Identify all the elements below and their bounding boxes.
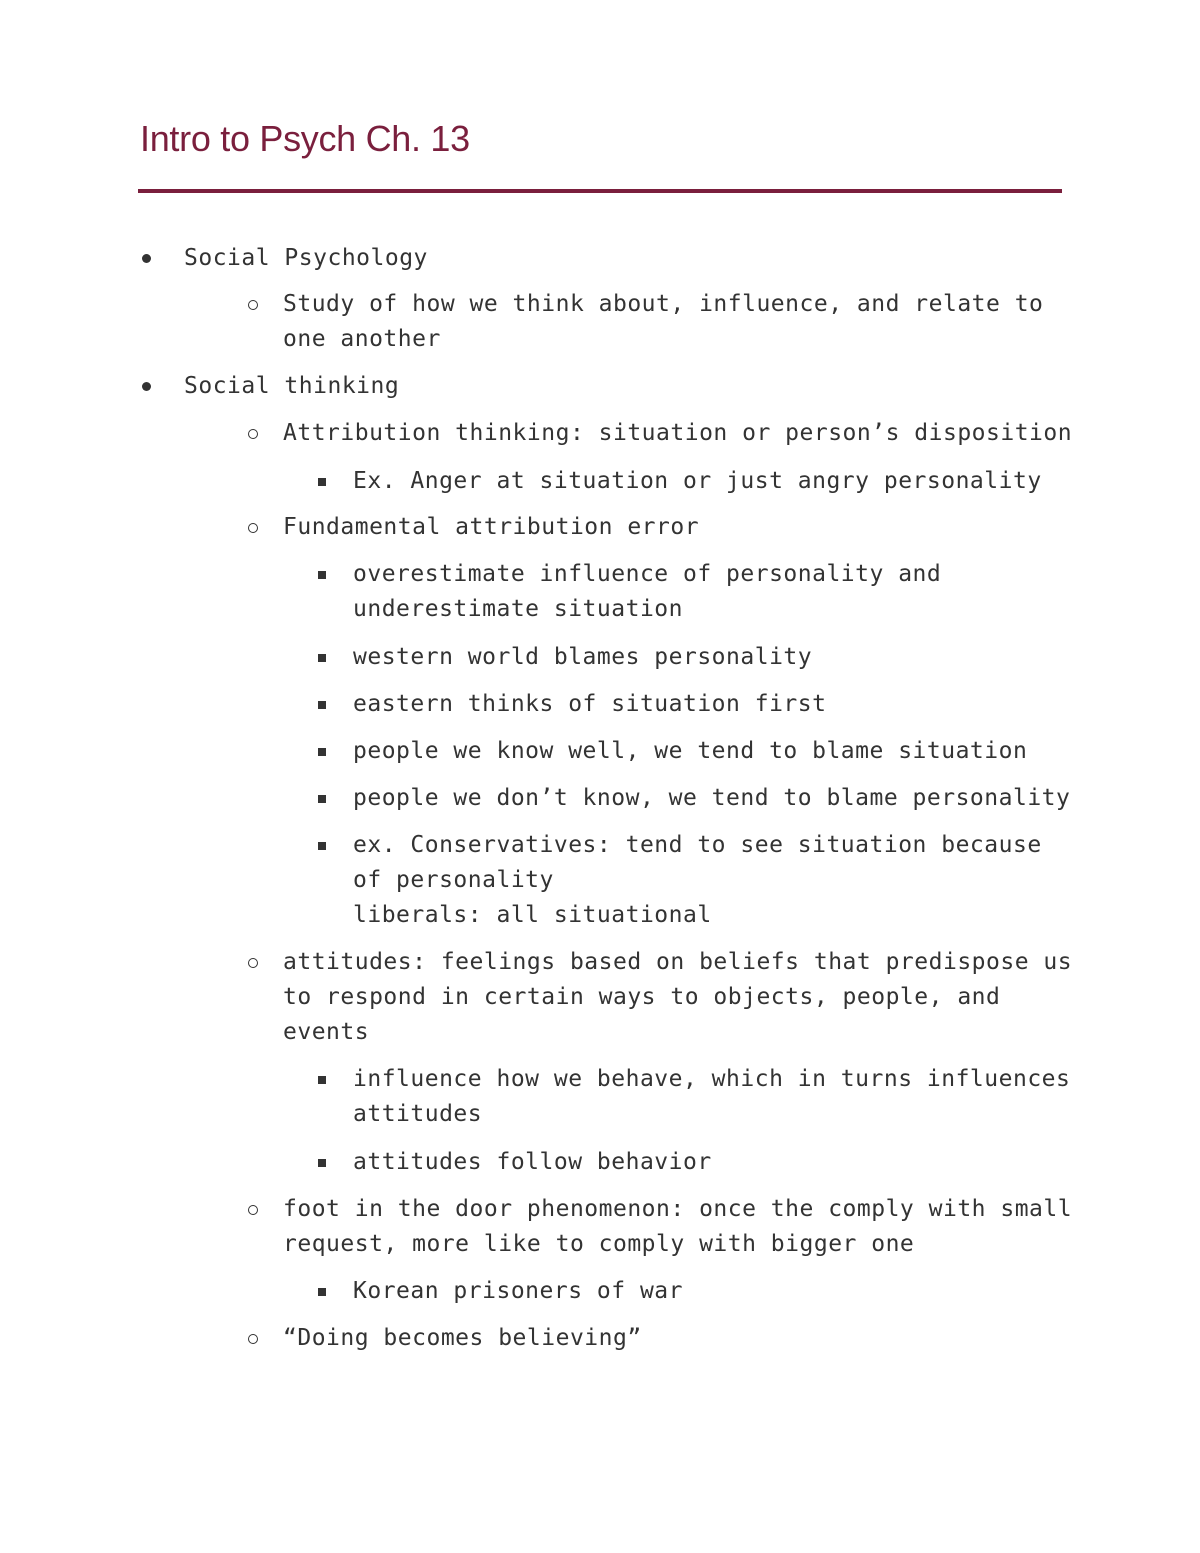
bullet-square-icon [318, 795, 326, 803]
outline-item-level-2-line: foot in the door phenomenon: once the comply with small [283, 1196, 1073, 1222]
outline-item-level-3-line: ex. Conservatives: tend to see situation because [353, 832, 1042, 858]
outline-item-level-2-line: “Doing becomes believing” [283, 1325, 642, 1351]
outline-item-level-3-line: of personality [353, 867, 554, 893]
bullet-square-icon [318, 1159, 326, 1167]
bullet-square-icon [318, 748, 326, 756]
outline-item-level-3-line: eastern thinks of situation first [353, 691, 827, 717]
bullet-square-icon [318, 571, 326, 579]
title-divider [138, 189, 1062, 193]
bullet-square-icon [318, 842, 326, 850]
outline-item-level-1-line: Social thinking [184, 373, 400, 399]
outline-item-level-2-line: request, more like to comply with bigger one [283, 1231, 915, 1257]
bullet-disc-icon [142, 254, 151, 263]
outline-item-level-2-line: Fundamental attribution error [283, 514, 700, 540]
outline-item-level-3-line: underestimate situation [353, 596, 683, 622]
bullet-circle-icon [248, 1205, 258, 1215]
outline-item-level-2-line: Attribution thinking: situation or person’s disposition [283, 420, 1073, 446]
outline-item-level-3-line: liberals: all situational [353, 902, 712, 928]
outline-item-level-3-line: overestimate influence of personality and [353, 561, 942, 587]
bullet-square-icon [318, 701, 326, 709]
document-title: Intro to Psych Ch. 13 [140, 118, 470, 159]
bullet-square-icon [318, 654, 326, 662]
bullet-circle-icon [248, 1334, 258, 1344]
outline-item-level-3-line: attitudes follow behavior [353, 1149, 712, 1175]
outline-item-level-3-line: Korean prisoners of war [353, 1278, 683, 1304]
bullet-circle-icon [248, 429, 258, 439]
bullet-circle-icon [248, 523, 258, 533]
bullet-circle-icon [248, 300, 258, 310]
outline-item-level-2-line: to respond in certain ways to objects, people, and [283, 984, 1001, 1010]
outline-item-level-1-line: Social Psychology [184, 245, 428, 271]
outline-item-level-2-line: events [283, 1019, 370, 1045]
outline-item-level-2-line: Study of how we think about, influence, and relate to [283, 291, 1044, 317]
outline-item-level-3-line: influence how we behave, which in turns influences [353, 1066, 1071, 1092]
outline-item-level-2-line: one another [283, 326, 441, 352]
bullet-square-icon [318, 1076, 326, 1084]
outline-item-level-3-line: people we don’t know, we tend to blame personality [353, 785, 1071, 811]
outline-item-level-3-line: attitudes [353, 1101, 483, 1127]
outline-item-level-3-line: people we know well, we tend to blame situation [353, 738, 1028, 764]
outline-item-level-3-line: western world blames personality [353, 644, 813, 670]
bullet-disc-icon [142, 382, 151, 391]
outline-item-level-2-line: attitudes: feelings based on beliefs that predispose us [283, 949, 1073, 975]
bullet-circle-icon [248, 958, 258, 968]
bullet-square-icon [318, 478, 326, 486]
bullet-square-icon [318, 1288, 326, 1296]
outline-item-level-3-line: Ex. Anger at situation or just angry personality [353, 468, 1042, 494]
